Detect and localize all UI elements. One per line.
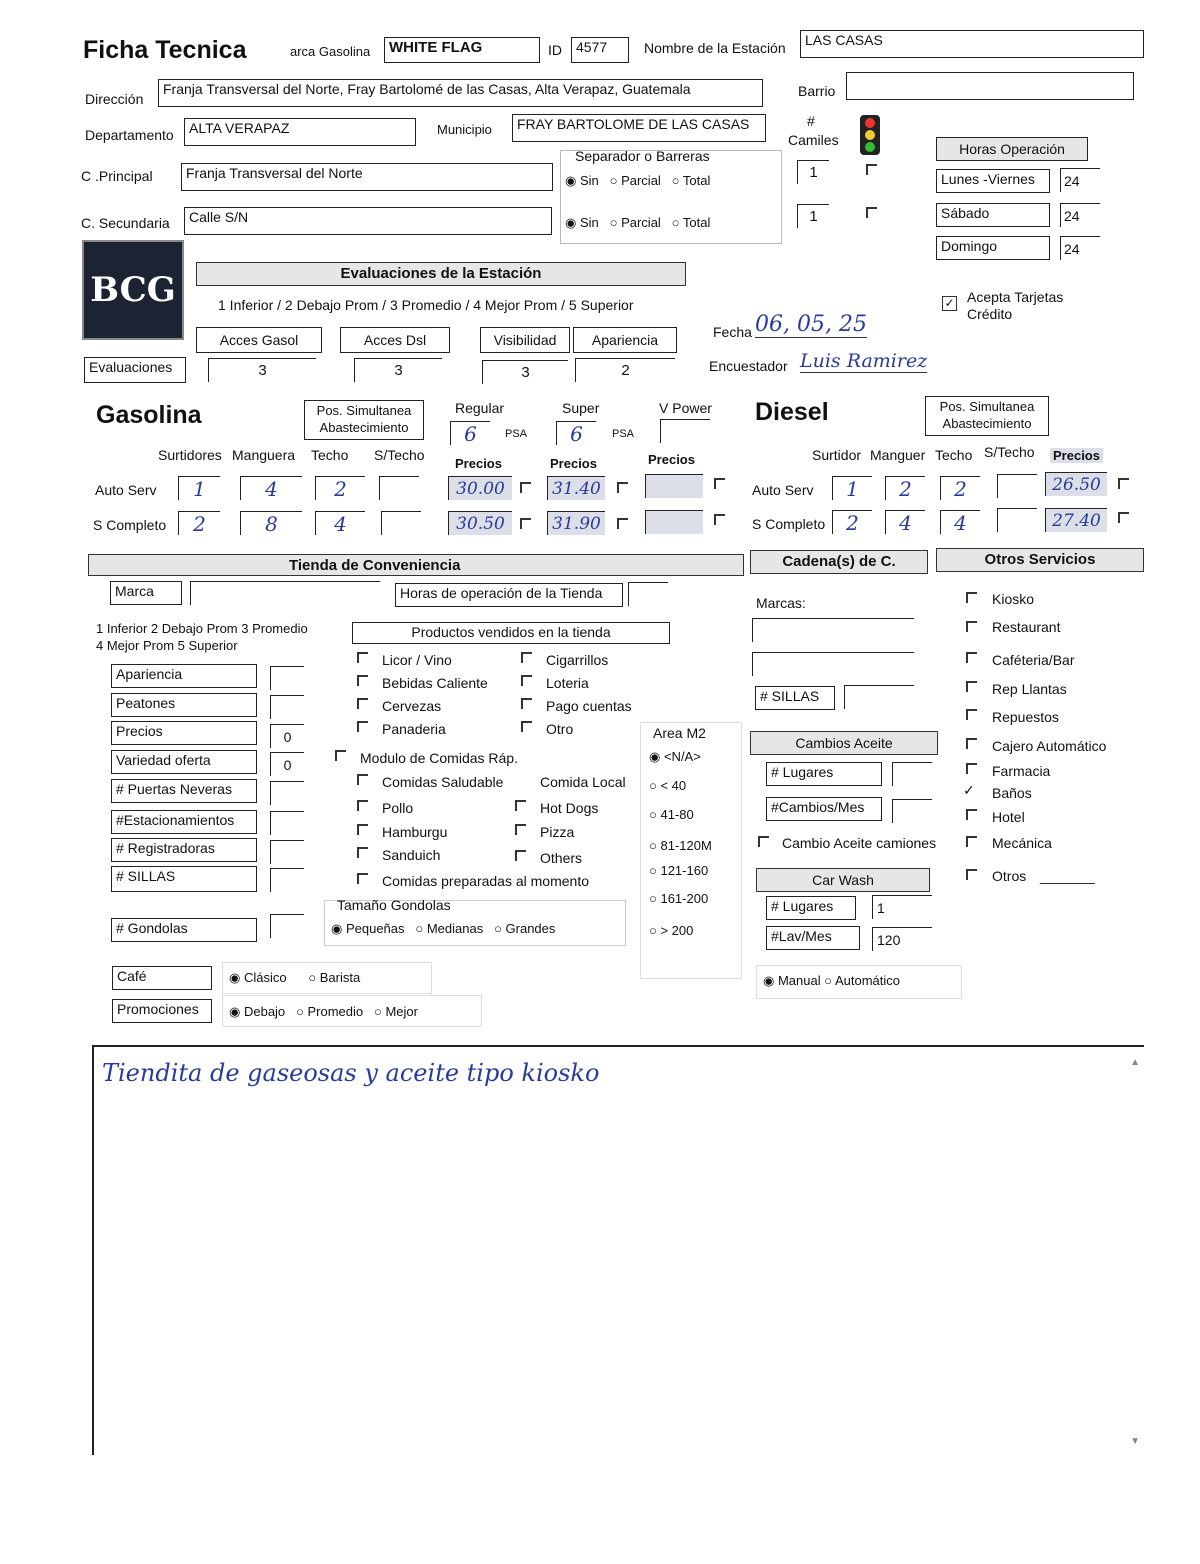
scomp-manguera[interactable]: 8 xyxy=(240,511,302,535)
dom-field[interactable]: 24 xyxy=(1060,236,1100,260)
servicio-check[interactable] xyxy=(966,809,977,820)
sin-option[interactable]: Sin xyxy=(579,215,599,230)
cambios-mes-label: #Cambios/Mes xyxy=(766,797,882,821)
servicio-label: Baños xyxy=(992,785,1032,801)
tienda-marca-label: Marca xyxy=(110,581,182,605)
precios-header: Precios xyxy=(550,456,597,471)
area-option-label[interactable]: 121-160 xyxy=(660,863,709,878)
precios-field[interactable]: 0 xyxy=(270,724,304,748)
fecha-label: Fecha xyxy=(713,324,752,340)
promo-option-row[interactable]: ◉ Debajo ○ Promedio ○ Mejor xyxy=(229,1004,418,1019)
scomp-stecho[interactable] xyxy=(381,511,421,535)
auto-stecho[interactable] xyxy=(379,476,419,500)
diesel-auto-surtidor[interactable]: 1 xyxy=(832,476,872,500)
separador-row1[interactable]: ◉ Sin ○ Parcial ○ Total xyxy=(565,173,711,188)
apariencia-label: Apariencia xyxy=(573,327,677,353)
vpower-label: V Power xyxy=(659,400,712,416)
producto-check[interactable] xyxy=(521,652,532,663)
encuestador-label: Encuestador xyxy=(709,358,788,374)
sab-field[interactable]: 24 xyxy=(1060,203,1100,227)
tienda-field-label: # Gondolas xyxy=(111,918,257,942)
producto-label: Licor / Vino xyxy=(382,652,452,668)
producto-check[interactable] xyxy=(357,698,368,709)
visibilidad-label: Visibilidad xyxy=(480,327,570,353)
cambio-camiones-label: Cambio Aceite camiones xyxy=(782,835,937,851)
principal-field[interactable]: Franja Transversal del Norte xyxy=(181,163,553,191)
producto-check[interactable] xyxy=(521,698,532,709)
scomp-techo[interactable]: 4 xyxy=(315,511,365,535)
comida-check[interactable] xyxy=(515,850,526,861)
cadena-sillas-field[interactable] xyxy=(844,685,914,709)
producto-label: Cervezas xyxy=(382,698,442,714)
precios-header: Precios xyxy=(455,456,502,471)
comida-label: Comidas Saludable xyxy=(382,774,504,790)
producto-label: Panaderia xyxy=(382,721,446,737)
tienda-scale-2: 4 Mejor Prom 5 Superior xyxy=(96,638,238,653)
tienda-field-label: Variedad oferta xyxy=(111,750,257,774)
area-option-label[interactable]: <N/A> xyxy=(663,749,701,764)
separador-title: Separador o Barreras xyxy=(575,148,710,164)
producto-check[interactable] xyxy=(357,721,368,732)
producto-check[interactable] xyxy=(357,652,368,663)
servicio-check[interactable] xyxy=(966,652,977,663)
otros-title: Otros Servicios xyxy=(936,548,1144,572)
gondolas-options[interactable]: ◉ Pequeñas ○ Medianas ○ Grandes xyxy=(331,921,556,936)
acces-dsl-label: Acces Dsl xyxy=(340,327,450,353)
camiones-check1[interactable] xyxy=(866,164,877,175)
servicio-label: Rep Llantas xyxy=(992,681,1067,697)
diesel-auto-manguer[interactable]: 2 xyxy=(885,476,925,500)
diesel-precios-header: Precios xyxy=(1050,448,1103,463)
area-option-label[interactable]: 161-200 xyxy=(660,891,709,906)
servicio-label: Repuestos xyxy=(992,709,1059,725)
diesel-title: Diesel xyxy=(755,398,829,426)
comida-check[interactable] xyxy=(357,847,368,858)
cafe-option[interactable]: Barista xyxy=(319,970,361,985)
auto-super-precio[interactable]: 31.40 xyxy=(547,476,605,500)
servicio-check[interactable] xyxy=(966,738,977,749)
diesel-auto-check[interactable] xyxy=(1118,478,1129,489)
parcial-option[interactable]: Parcial xyxy=(621,215,661,230)
carwash-type xyxy=(756,965,962,999)
cadena-title: Cadena(s) de C. xyxy=(750,550,928,574)
servicio-check[interactable] xyxy=(966,681,977,692)
total-option[interactable]: Total xyxy=(682,173,711,188)
cafe-options xyxy=(222,962,432,994)
super-label: Super xyxy=(562,400,600,416)
lv-label: Lunes -Viernes xyxy=(936,169,1050,193)
eval-dsl-value[interactable]: 3 xyxy=(354,358,442,382)
tienda-field-label: Apariencia xyxy=(111,664,257,688)
principal-label: C .Principal xyxy=(81,168,153,184)
producto-check[interactable] xyxy=(521,675,532,686)
servicio-label: Cajero Automático xyxy=(992,738,1107,754)
camiones-hash: # xyxy=(807,113,815,129)
lugares-field[interactable] xyxy=(892,762,932,786)
diesel-pos-sim: Pos. Simultanea Abastecimiento xyxy=(925,396,1049,436)
s-completo-label: S Completo xyxy=(93,517,167,533)
auto-techo[interactable]: 2 xyxy=(315,476,365,500)
tienda-horas-label: Horas de operación de la Tienda xyxy=(395,583,623,607)
cafe-option-row[interactable]: ◉ Clásico ○ Barista xyxy=(229,970,361,985)
secundaria-field[interactable]: Calle S/N xyxy=(184,207,552,235)
scomp-surtidores[interactable]: 2 xyxy=(178,511,220,535)
servicio-check[interactable] xyxy=(966,709,977,720)
comida-check[interactable] xyxy=(357,774,368,785)
acepta-label: Acepta Tarjetas Crédito xyxy=(967,289,1064,322)
sin-option[interactable]: Sin xyxy=(579,173,599,188)
tienda-horas-field[interactable] xyxy=(628,582,668,606)
eval-gasol-value[interactable]: 3 xyxy=(208,358,316,382)
area-option[interactable]: ○ < 40 xyxy=(649,778,687,793)
notes-text: Tiendita de gaseosas y aceite tipo kiosko xyxy=(102,1059,600,1087)
area-group xyxy=(640,722,742,979)
tienda-field-label: Precios xyxy=(111,721,257,745)
col-surtidor: Surtidor xyxy=(812,447,862,463)
lv-field[interactable]: 24 xyxy=(1060,168,1100,192)
page-title: Ficha Tecnica xyxy=(83,36,247,64)
comida-label: Pizza xyxy=(540,824,575,840)
modulo-label: Modulo de Comidas Ráp. xyxy=(360,750,518,766)
auto-surtidores[interactable]: 1 xyxy=(178,476,220,500)
cw-lav-field[interactable]: 120 xyxy=(872,927,932,951)
gondolas-field[interactable] xyxy=(270,914,304,938)
comida-label: Hamburgu xyxy=(382,824,448,840)
camiones-label: Camiles xyxy=(788,132,839,148)
puertas-field[interactable] xyxy=(270,781,304,805)
variedad-field[interactable]: 0 xyxy=(270,752,304,776)
scomp-super-precio[interactable]: 31.90 xyxy=(547,511,605,535)
departamento-label: Departamento xyxy=(85,127,174,143)
acepta-checkbox[interactable]: ✓ xyxy=(942,296,957,311)
marcas-label: Marcas: xyxy=(756,595,806,611)
regular-psa-value[interactable]: 6 xyxy=(450,421,490,445)
municipio-field[interactable]: FRAY BARTOLOME DE LAS CASAS xyxy=(512,114,766,142)
area-option-label[interactable]: < 40 xyxy=(660,778,687,793)
cafe-label: Café xyxy=(112,966,212,990)
evaluaciones-row-label: Evaluaciones xyxy=(84,357,186,383)
producto-label: Cigarrillos xyxy=(546,652,609,668)
servicio-check[interactable] xyxy=(966,592,977,603)
super-psa-value[interactable]: 6 xyxy=(556,421,596,445)
servicio-label: Mecánica xyxy=(992,835,1052,851)
comida-local-label: Comida Local xyxy=(540,774,626,790)
carwash-manual[interactable]: Manual xyxy=(777,973,821,988)
area-option-label[interactable]: > 200 xyxy=(660,923,694,938)
comida-label: Sanduich xyxy=(382,847,441,863)
departamento-field[interactable]: ALTA VERAPAZ xyxy=(184,118,416,146)
regular-label: Regular xyxy=(455,400,505,416)
vpower-psa-value[interactable] xyxy=(660,419,710,443)
banos-check-icon[interactable]: ✓ xyxy=(963,782,975,798)
productos-title: Productos vendidos en la tienda xyxy=(352,622,670,644)
sab-label: Sábado xyxy=(936,203,1050,227)
promo-option[interactable]: Promedio xyxy=(307,1004,364,1019)
tienda-marca-field[interactable] xyxy=(190,581,380,605)
col-stecho: S/Techo xyxy=(374,447,425,463)
cw-lugares-field[interactable]: 1 xyxy=(872,895,932,919)
promo-options xyxy=(222,995,482,1027)
separador-row2[interactable]: ◉ Sin ○ Parcial ○ Total xyxy=(565,215,711,230)
camiones-check2[interactable] xyxy=(866,207,877,218)
scroll-up-icon[interactable]: ▲ xyxy=(1130,1057,1140,1068)
marca-field[interactable]: WHITE FLAG xyxy=(384,37,540,63)
area-option[interactable]: ○ 81-120M xyxy=(649,838,712,853)
gondolas-option[interactable]: Grandes xyxy=(505,921,556,936)
psa-label: PSA xyxy=(612,428,635,440)
servicio-label: Hotel xyxy=(992,809,1025,825)
comida-check[interactable] xyxy=(357,873,368,884)
producto-check[interactable] xyxy=(521,721,532,732)
col-techo: Techo xyxy=(935,447,973,463)
diesel-auto-techo[interactable]: 2 xyxy=(940,476,980,500)
carwash-title: Car Wash xyxy=(756,868,930,892)
evaluaciones-scale: 1 Inferior / 2 Debajo Prom / 3 Promedio / 4 Mejor Prom / 5 Superior xyxy=(218,297,634,313)
diesel-scomp-manguer[interactable]: 4 xyxy=(885,510,925,534)
scomp-regular-check[interactable] xyxy=(520,518,531,529)
carwash-automatico[interactable]: Automático xyxy=(834,973,901,988)
servicio-label: Otros xyxy=(992,868,1027,884)
diesel-scomp-precio[interactable]: 27.40 xyxy=(1045,508,1107,532)
servicio-label: Farmacia xyxy=(992,763,1051,779)
area-option-label[interactable]: 81-120M xyxy=(660,838,712,853)
tienda-field-label: #Estacionamientos xyxy=(111,810,257,834)
col-techo: Techo xyxy=(311,447,349,463)
auto-vpower-precio[interactable] xyxy=(645,474,703,498)
municipio-label: Municipio xyxy=(437,122,492,137)
comida-check[interactable] xyxy=(515,800,526,811)
evaluaciones-title: Evaluaciones de la Estación xyxy=(196,262,686,286)
producto-label: Bebidas Caliente xyxy=(382,675,488,691)
cw-lugares-label: # Lugares xyxy=(766,896,856,920)
cafe-option[interactable]: Clásico xyxy=(243,970,287,985)
promociones-label: Promociones xyxy=(112,999,212,1023)
area-title: Area M2 xyxy=(653,725,706,741)
servicio-check[interactable] xyxy=(966,869,977,880)
tienda-field-label: # SILLAS xyxy=(111,866,257,892)
area-option[interactable]: ◉ <N/A> xyxy=(649,749,701,764)
scomp-super-check[interactable] xyxy=(617,518,628,529)
scomp-regular-precio[interactable]: 30.50 xyxy=(448,511,512,535)
estacion-field[interactable]: LAS CASAS xyxy=(800,30,1144,58)
servicio-check[interactable] xyxy=(966,836,977,847)
fecha-value[interactable]: 06, 05, 25 xyxy=(755,312,867,337)
dom-label: Domingo xyxy=(936,236,1050,260)
marca-field-2[interactable] xyxy=(752,652,914,676)
scomp-vpower-check[interactable] xyxy=(714,514,725,525)
tienda-scale-1: 1 Inferior 2 Debajo Prom 3 Promedio xyxy=(96,621,308,636)
id-label: ID xyxy=(548,42,562,58)
encuestador-value[interactable]: Luis Ramirez xyxy=(800,350,928,372)
gasolina-pos-sim: Pos. Simultanea Abastecimiento xyxy=(304,400,424,440)
col-surtidores: Surtidores xyxy=(158,447,222,463)
tienda-field-label: # Puertas Neveras xyxy=(111,779,257,803)
diesel-scomp-techo[interactable]: 4 xyxy=(940,510,980,534)
precios-header: Precios xyxy=(648,452,695,467)
producto-check[interactable] xyxy=(357,675,368,686)
servicio-check[interactable] xyxy=(966,621,977,632)
promo-option[interactable]: Mejor xyxy=(385,1004,418,1019)
diesel-auto-label: Auto Serv xyxy=(752,482,814,498)
traffic-light-icon xyxy=(860,115,880,155)
col-manguera: Manguera xyxy=(232,447,296,463)
total-option[interactable]: Total xyxy=(682,215,711,230)
psa-label: PSA xyxy=(505,428,528,440)
modulo-check[interactable] xyxy=(335,750,346,761)
auto-vpower-check[interactable] xyxy=(714,478,725,489)
comida-label: Hot Dogs xyxy=(540,800,599,816)
comida-label: Pollo xyxy=(382,800,414,816)
cw-lav-label: #Lav/Mes xyxy=(766,926,860,950)
gondolas-group xyxy=(324,897,626,946)
promo-option[interactable]: Debajo xyxy=(243,1004,286,1019)
col-manguer: Manguer xyxy=(870,447,926,463)
scroll-down-icon[interactable]: ▼ xyxy=(1130,1436,1140,1447)
direccion-label: Dirección xyxy=(85,91,144,107)
area-option[interactable]: ○ 161-200 xyxy=(649,891,709,906)
barrio-field[interactable] xyxy=(846,72,1134,100)
bcg-logo-text: BCG xyxy=(90,270,176,310)
comida-check[interactable] xyxy=(357,800,368,811)
acces-gasol-label: Acces Gasol xyxy=(196,327,322,353)
carwash-type-row[interactable]: ◉ Manual ○ Automático xyxy=(763,973,901,988)
producto-label: Loteria xyxy=(546,675,589,691)
auto-super-check[interactable] xyxy=(617,482,628,493)
area-option[interactable]: ○ 41-80 xyxy=(649,807,694,822)
servicio-label: Kiosko xyxy=(992,591,1035,607)
area-option[interactable]: ○ > 200 xyxy=(649,923,694,938)
comida-label: Others xyxy=(540,850,583,866)
camiones-row1[interactable]: 1 xyxy=(797,160,829,184)
scomp-vpower-precio[interactable] xyxy=(645,510,703,534)
area-option[interactable]: ○ 121-160 xyxy=(649,863,709,878)
peatones-field[interactable] xyxy=(270,695,304,719)
diesel-auto-precio[interactable]: 26.50 xyxy=(1045,472,1107,496)
tienda-field-label: Peatones xyxy=(111,693,257,717)
diesel-scomp-check[interactable] xyxy=(1118,512,1129,523)
gondolas-option[interactable]: Pequeñas xyxy=(345,921,405,936)
marca-label: arca Gasolina xyxy=(290,44,371,59)
producto-label: Pago cuentas xyxy=(546,698,632,714)
eval-vis-value[interactable]: 3 xyxy=(482,360,568,384)
estacion-label: Nombre de la Estación xyxy=(644,40,786,56)
auto-manguera[interactable]: 4 xyxy=(240,476,302,500)
sillas-field[interactable] xyxy=(270,868,304,892)
producto-label: Otro xyxy=(546,721,574,737)
area-option-label[interactable]: 41-80 xyxy=(660,807,694,822)
comida-check[interactable] xyxy=(357,824,368,835)
parcial-option[interactable]: Parcial xyxy=(621,173,661,188)
direccion-field[interactable]: Franja Transversal del Norte, Fray Bartolomé de las Casas, Alta Verapaz, Guatemala xyxy=(158,79,763,107)
col-stecho: S/Techo xyxy=(984,444,1035,460)
servicio-check[interactable] xyxy=(966,763,977,774)
tienda-field-label: # Registradoras xyxy=(111,838,257,862)
cambios-mes-field[interactable] xyxy=(892,799,932,823)
gondolas-title: Tamaño Gondolas xyxy=(337,897,451,913)
diesel-auto-stecho[interactable] xyxy=(997,474,1037,498)
otros-line: _______ xyxy=(1040,868,1095,884)
cambios-title: Cambios Aceite xyxy=(750,731,938,755)
diesel-scomp-stecho[interactable] xyxy=(997,508,1037,532)
diesel-scomp-label: S Completo xyxy=(752,516,826,532)
bcg-logo xyxy=(82,240,184,340)
cambio-camiones-check[interactable] xyxy=(758,836,769,847)
comida-label: Comidas preparadas al momento xyxy=(382,873,589,889)
auto-regular-precio[interactable]: 30.00 xyxy=(448,476,512,500)
id-field[interactable]: 4577 xyxy=(571,37,629,63)
diesel-scomp-surtidor[interactable]: 2 xyxy=(832,510,872,534)
marca-field-1[interactable] xyxy=(752,618,914,642)
servicio-label: Restaurant xyxy=(992,619,1061,635)
auto-regular-check[interactable] xyxy=(520,482,531,493)
separador-group xyxy=(560,150,782,244)
notes-area[interactable] xyxy=(92,1045,1144,1455)
comida-check[interactable] xyxy=(515,824,526,835)
gasolina-title: Gasolina xyxy=(96,401,202,429)
barrio-label: Barrio xyxy=(798,83,836,99)
cadena-sillas-label: # SILLAS xyxy=(755,686,835,710)
secundaria-label: C. Secundaria xyxy=(81,215,170,231)
registradoras-field[interactable] xyxy=(270,840,304,864)
eval-apar-value[interactable]: 2 xyxy=(575,358,675,382)
apariencia-field[interactable] xyxy=(270,666,304,690)
camiones-row2[interactable]: 1 xyxy=(797,204,829,228)
estacionamientos-field[interactable] xyxy=(270,811,304,835)
gondolas-option[interactable]: Medianas xyxy=(426,921,484,936)
tienda-title: Tienda de Conveniencia xyxy=(88,554,744,576)
horas-title: Horas Operación xyxy=(936,137,1088,161)
auto-serv-label: Auto Serv xyxy=(95,482,157,498)
lugares-label: # Lugares xyxy=(766,762,882,786)
servicio-label: Caféteria/Bar xyxy=(992,652,1075,668)
